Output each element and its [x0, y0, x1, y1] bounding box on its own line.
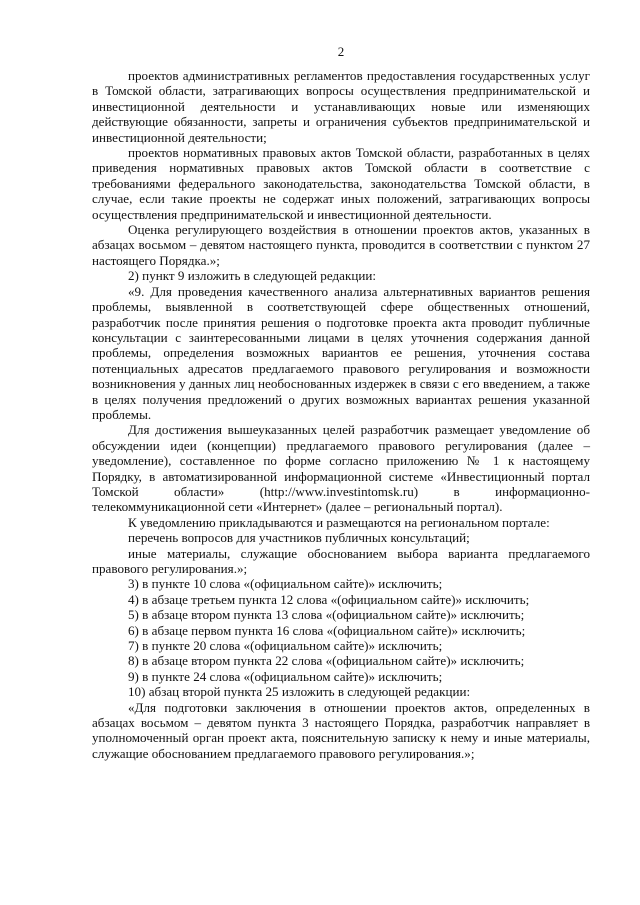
- paragraph-other-materials: иные материалы, служащие обоснованием выбора варианта предлагаемого правового регулирования.»;: [92, 545, 590, 576]
- page-number: 2: [337, 44, 345, 59]
- paragraph-item-8: 8) в абзаце втором пункта 22 слова «(официальном сайте)» исключить;: [128, 653, 525, 669]
- paragraph-point-25-text: «Для подготовки заключения в отношении проектов актов, определенных в абзацах восьмом – девятом пункта 3 настоящего Порядка, разработчик направляет в уполномоченный орган проект акта, пояснительную записку к нему и иные материалы, служащие обоснованием предлагаемого правового регулирования.»;: [92, 699, 590, 761]
- paragraph-item-7: 7) в пункте 20 слова «(официальном сайте)» исключить;: [128, 638, 443, 654]
- paragraph-regulations-projects: проектов административных регламентов предоставления государственных услуг в Томской области, затрагивающих вопросы осуществления предпринимательской и инвестиционной деятельности и устанавливающих новые или изменяющих действующие обязанности, запреты и ограничения субъектов предпринимательской и инвестиционной деятельности;: [92, 68, 590, 145]
- paragraph-item-2: 2) пункт 9 изложить в следующей редакции:: [128, 268, 376, 284]
- paragraph-point-9: «9. Для проведения качественного анализа альтернативных вариантов решения проблемы, выявленной в соответствующей сфере общественных отношений, разработчик после принятия решения о подготовке проекта акта проводит публичные консультации с заинтересованными лицами в целях уточнения содержания данной проблемы, определения возможных вариантов ее решения, уточнения состава потенциальных адресатов предлагаемого правового регулирования и возможности возникновения у данных лиц необоснованных издержек в связи с его введением, а также в целях получения предложений о других возможных вариантах решения указанной проблемы.: [92, 283, 590, 422]
- paragraph-item-10: 10) абзац второй пункта 25 изложить в следующей редакции:: [128, 684, 471, 700]
- paragraph-item-4: 4) в абзаце третьем пункта 12 слова «(официальном сайте)» исключить;: [128, 591, 530, 607]
- paragraph-item-5: 5) в абзаце втором пункта 13 слова «(официальном сайте)» исключить;: [128, 607, 525, 623]
- paragraph-item-6: 6) в абзаце первом пункта 16 слова «(официальном сайте)» исключить;: [128, 622, 526, 638]
- paragraph-attachments: К уведомлению прикладываются и размещаются на региональном портале:: [128, 514, 550, 530]
- paragraph-item-3: 3) в пункте 10 слова «(официальном сайте)» исключить;: [128, 576, 443, 592]
- paragraph-normative-acts-projects: проектов нормативных правовых актов Томской области, разработанных в целях приведения нормативных правовых актов Томской области в соответствие с требованиями федерального законодательства, законодательства Томской области, в случае, если такие проекты не содержат иных положений, затрагивающих вопросы осуществления предпринимательской и инвестиционной деятельности.: [92, 145, 590, 222]
- paragraph-assessment: Оценка регулирующего воздействия в отношении проектов актов, указанных в абзацах восьмом – девятом настоящего пункта, проводится в соответствии с пунктом 27 настоящего Порядка.»;: [92, 222, 590, 268]
- paragraph-notification: Для достижения вышеуказанных целей разработчик размещает уведомление об обсуждении идеи (концепции) предлагаемого правового регулирования (далее – уведомление), составленное по форме согласно приложению № 1 к настоящему Порядку, в автоматизированной информационной системе «Инвестиционный портал Томской области» (http://www.investintomsk.ru) в информационно-телекоммуникационной сети «Интернет» (далее – региональный портал).: [92, 422, 590, 515]
- paragraph-questions-list: перечень вопросов для участников публичных консультаций;: [128, 530, 470, 546]
- paragraph-item-9: 9) в пункте 24 слова «(официальном сайте)» исключить;: [128, 668, 443, 684]
